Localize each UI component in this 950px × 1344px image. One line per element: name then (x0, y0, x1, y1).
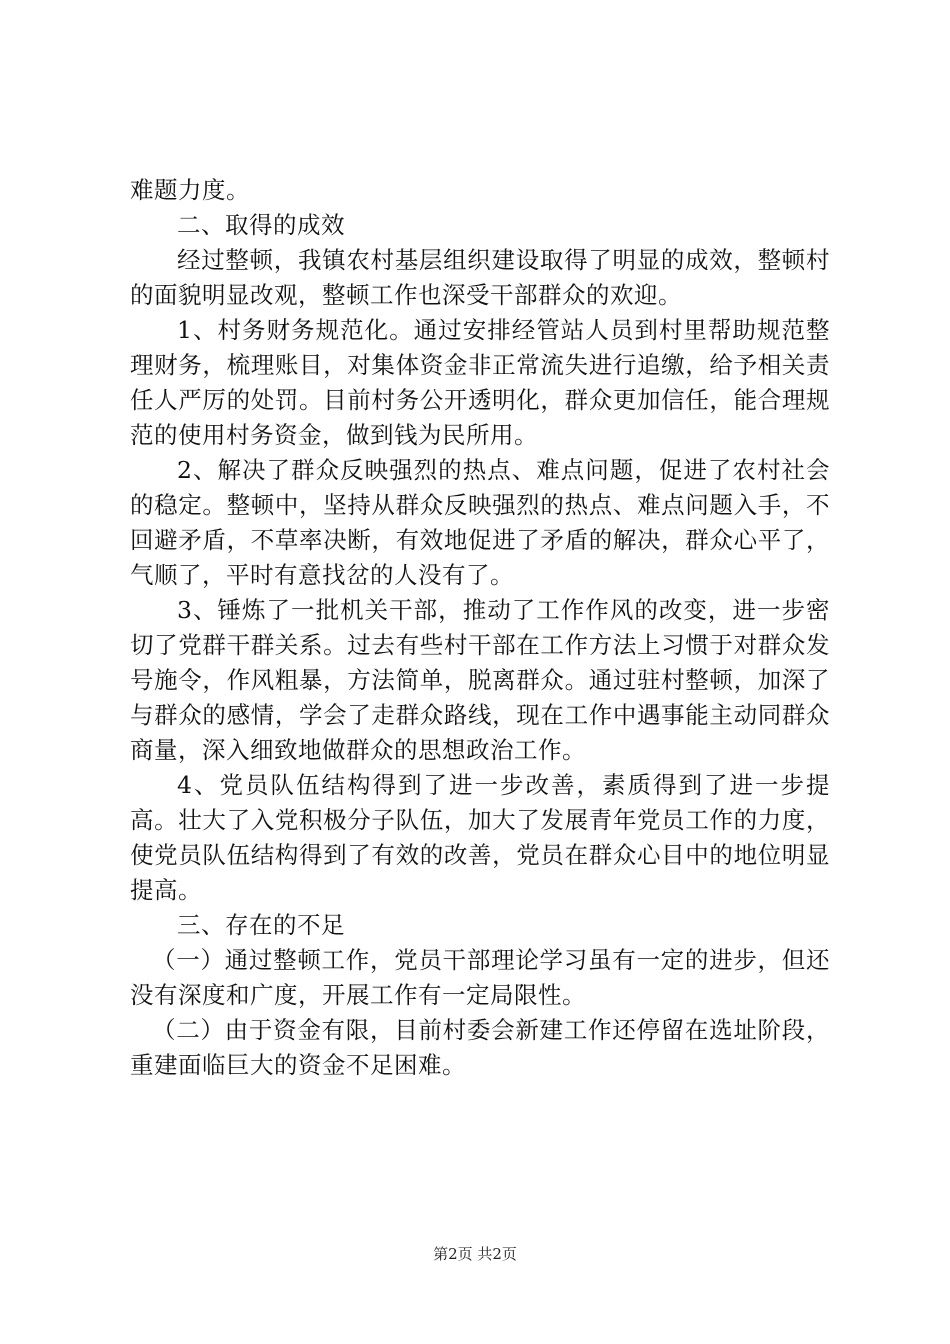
paragraph-item-3: 3、锤炼了一批机关干部，推动了工作作风的改变，进一步密切了党群干群关系。过去有些村干部在工作方法上习惯于对群众发号施令，作风粗暴，方法简单，脱离群众。通过驻村整顿，加深了与群众的感情，学会了走群众路线，现在工作中遇事能主动同群众商量，深入细致地做群众的思想政治工作。 (130, 596, 830, 764)
paragraph-item-1: 1、村务财务规范化。通过安排经管站人员到村里帮助规范整理财务，梳理账目，对集体资金非正常流失进行追缴，给予相关责任人严厉的处罚。目前村务公开透明化，群众更加信任，能合理规范的使用村务资金，做到钱为民所用。 (130, 316, 830, 449)
section-heading-shortcomings: 三、存在的不足 (177, 911, 345, 939)
section-heading-achievements: 二、取得的成效 (177, 211, 345, 239)
paragraph-item-2: 2、解决了群众反映强烈的热点、难点问题，促进了农村社会的稳定。整顿中，坚持从群众反映强烈的热点、难点问题入手，不回避矛盾，不草率决断，有效地促进了矛盾的解决，群众心平了，气顺了，平时有意找岔的人没有了。 (130, 456, 830, 589)
paragraph-item-4: 4、党员队伍结构得到了进一步改善，素质得到了进一步提高。壮大了入党积极分子队伍，加大了发展青年党员工作的力度，使党员队伍结构得到了有效的改善，党员在群众心目中的地位明显提高。 (130, 771, 830, 904)
paragraph-continuation: 难题力度。 (130, 176, 250, 204)
page-footer (0, 1244, 950, 1264)
page-number: 第2页 共2页 (433, 1245, 517, 1263)
document-body (130, 173, 830, 1083)
paragraph-shortcoming-2: （二）由于资金有限，目前村委会新建工作还停留在选址阶段，重建面临巨大的资金不足困难。 (130, 1016, 830, 1079)
paragraph-shortcoming-1: （一）通过整顿工作，党员干部理论学习虽有一定的进步，但还没有深度和广度，开展工作有一定局限性。 (130, 946, 830, 1009)
paragraph-achievements-intro: 经过整顿，我镇农村基层组织建设取得了明显的成效，整顿村的面貌明显改观，整顿工作也深受干部群众的欢迎。 (130, 246, 830, 309)
